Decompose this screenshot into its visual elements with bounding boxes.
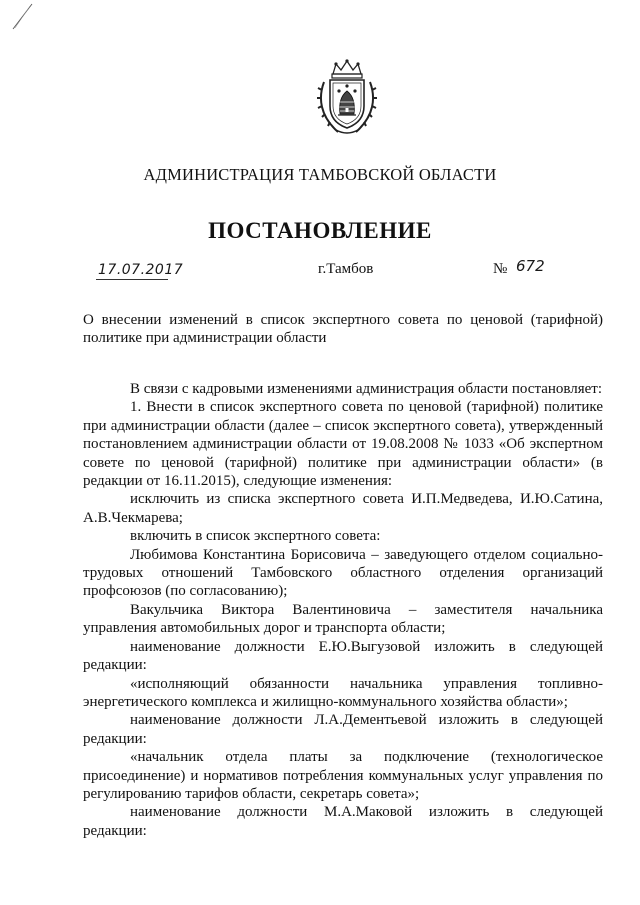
document-number-label: № <box>493 261 508 277</box>
document-type-title: ПОСТАНОВЛЕНИЕ <box>208 218 432 243</box>
paragraph: наименование должности Л.А.Дементьевой изложить в следующей редакции: <box>83 712 603 747</box>
date-underline <box>96 279 168 280</box>
document-subject: О внесении изменений в список экспертного совета по ценовой (тарифной) политике при администрации области <box>83 312 603 346</box>
paragraph: Вакульчика Виктора Валентиновича – заместителя начальника управления автомобильных дорог и транспорта области; <box>83 601 603 637</box>
paragraph: 1. Внести в список экспертного совета по ценовой (тарифной) политике при администрации области (далее – список экспертного совета), утвержденный постановлением администрации области от 19.08.2008 № 1033 «Об экспертном совете по ценовой (тарифной) политике при администрации области» (в редакции от 16.11.2015), следующие изменения: <box>83 399 603 490</box>
paragraph: включить в список экспертного совета: <box>130 528 381 545</box>
paragraph: наименование должности Е.Ю.Выгузовой изложить в следующей редакции: <box>83 638 603 674</box>
paragraph: В связи с кадровыми изменениями администрация области постановляет: <box>130 381 603 397</box>
paragraph: «начальник отдела платы за подключение (технологическое присоединение) и нормативов потребления коммунальных услуг управления по регулированию тарифов области, секретарь совета»; <box>83 749 603 802</box>
document-number: 672 <box>516 257 545 275</box>
paragraph: Любимова Константина Борисовича – заведующего отделом социально-трудовых отношений Тамбовского областного отделения организаций профсоюзов (по согласованию); <box>83 546 603 600</box>
organization-name: АДМИНИСТРАЦИЯ ТАМБОВСКОЙ ОБЛАСТИ <box>143 165 497 184</box>
paragraph: «исполняющий обязанности начальника управления топливно-энергетического комплекса и жилищно-коммунального хозяйства области»; <box>83 675 603 710</box>
coat-of-arms-icon <box>316 58 378 136</box>
document-date: 17.07.2017 <box>98 262 184 278</box>
document-city: г.Тамбов <box>318 261 374 277</box>
document-body <box>83 380 603 840</box>
pen-mark-icon <box>10 2 34 32</box>
paragraph: наименование должности М.А.Маковой изложить в следующей редакции: <box>83 804 603 839</box>
paragraph: исключить из списка экспертного совета И.П.Медведева, И.Ю.Сатина, А.В.Чекмарева; <box>83 491 603 526</box>
